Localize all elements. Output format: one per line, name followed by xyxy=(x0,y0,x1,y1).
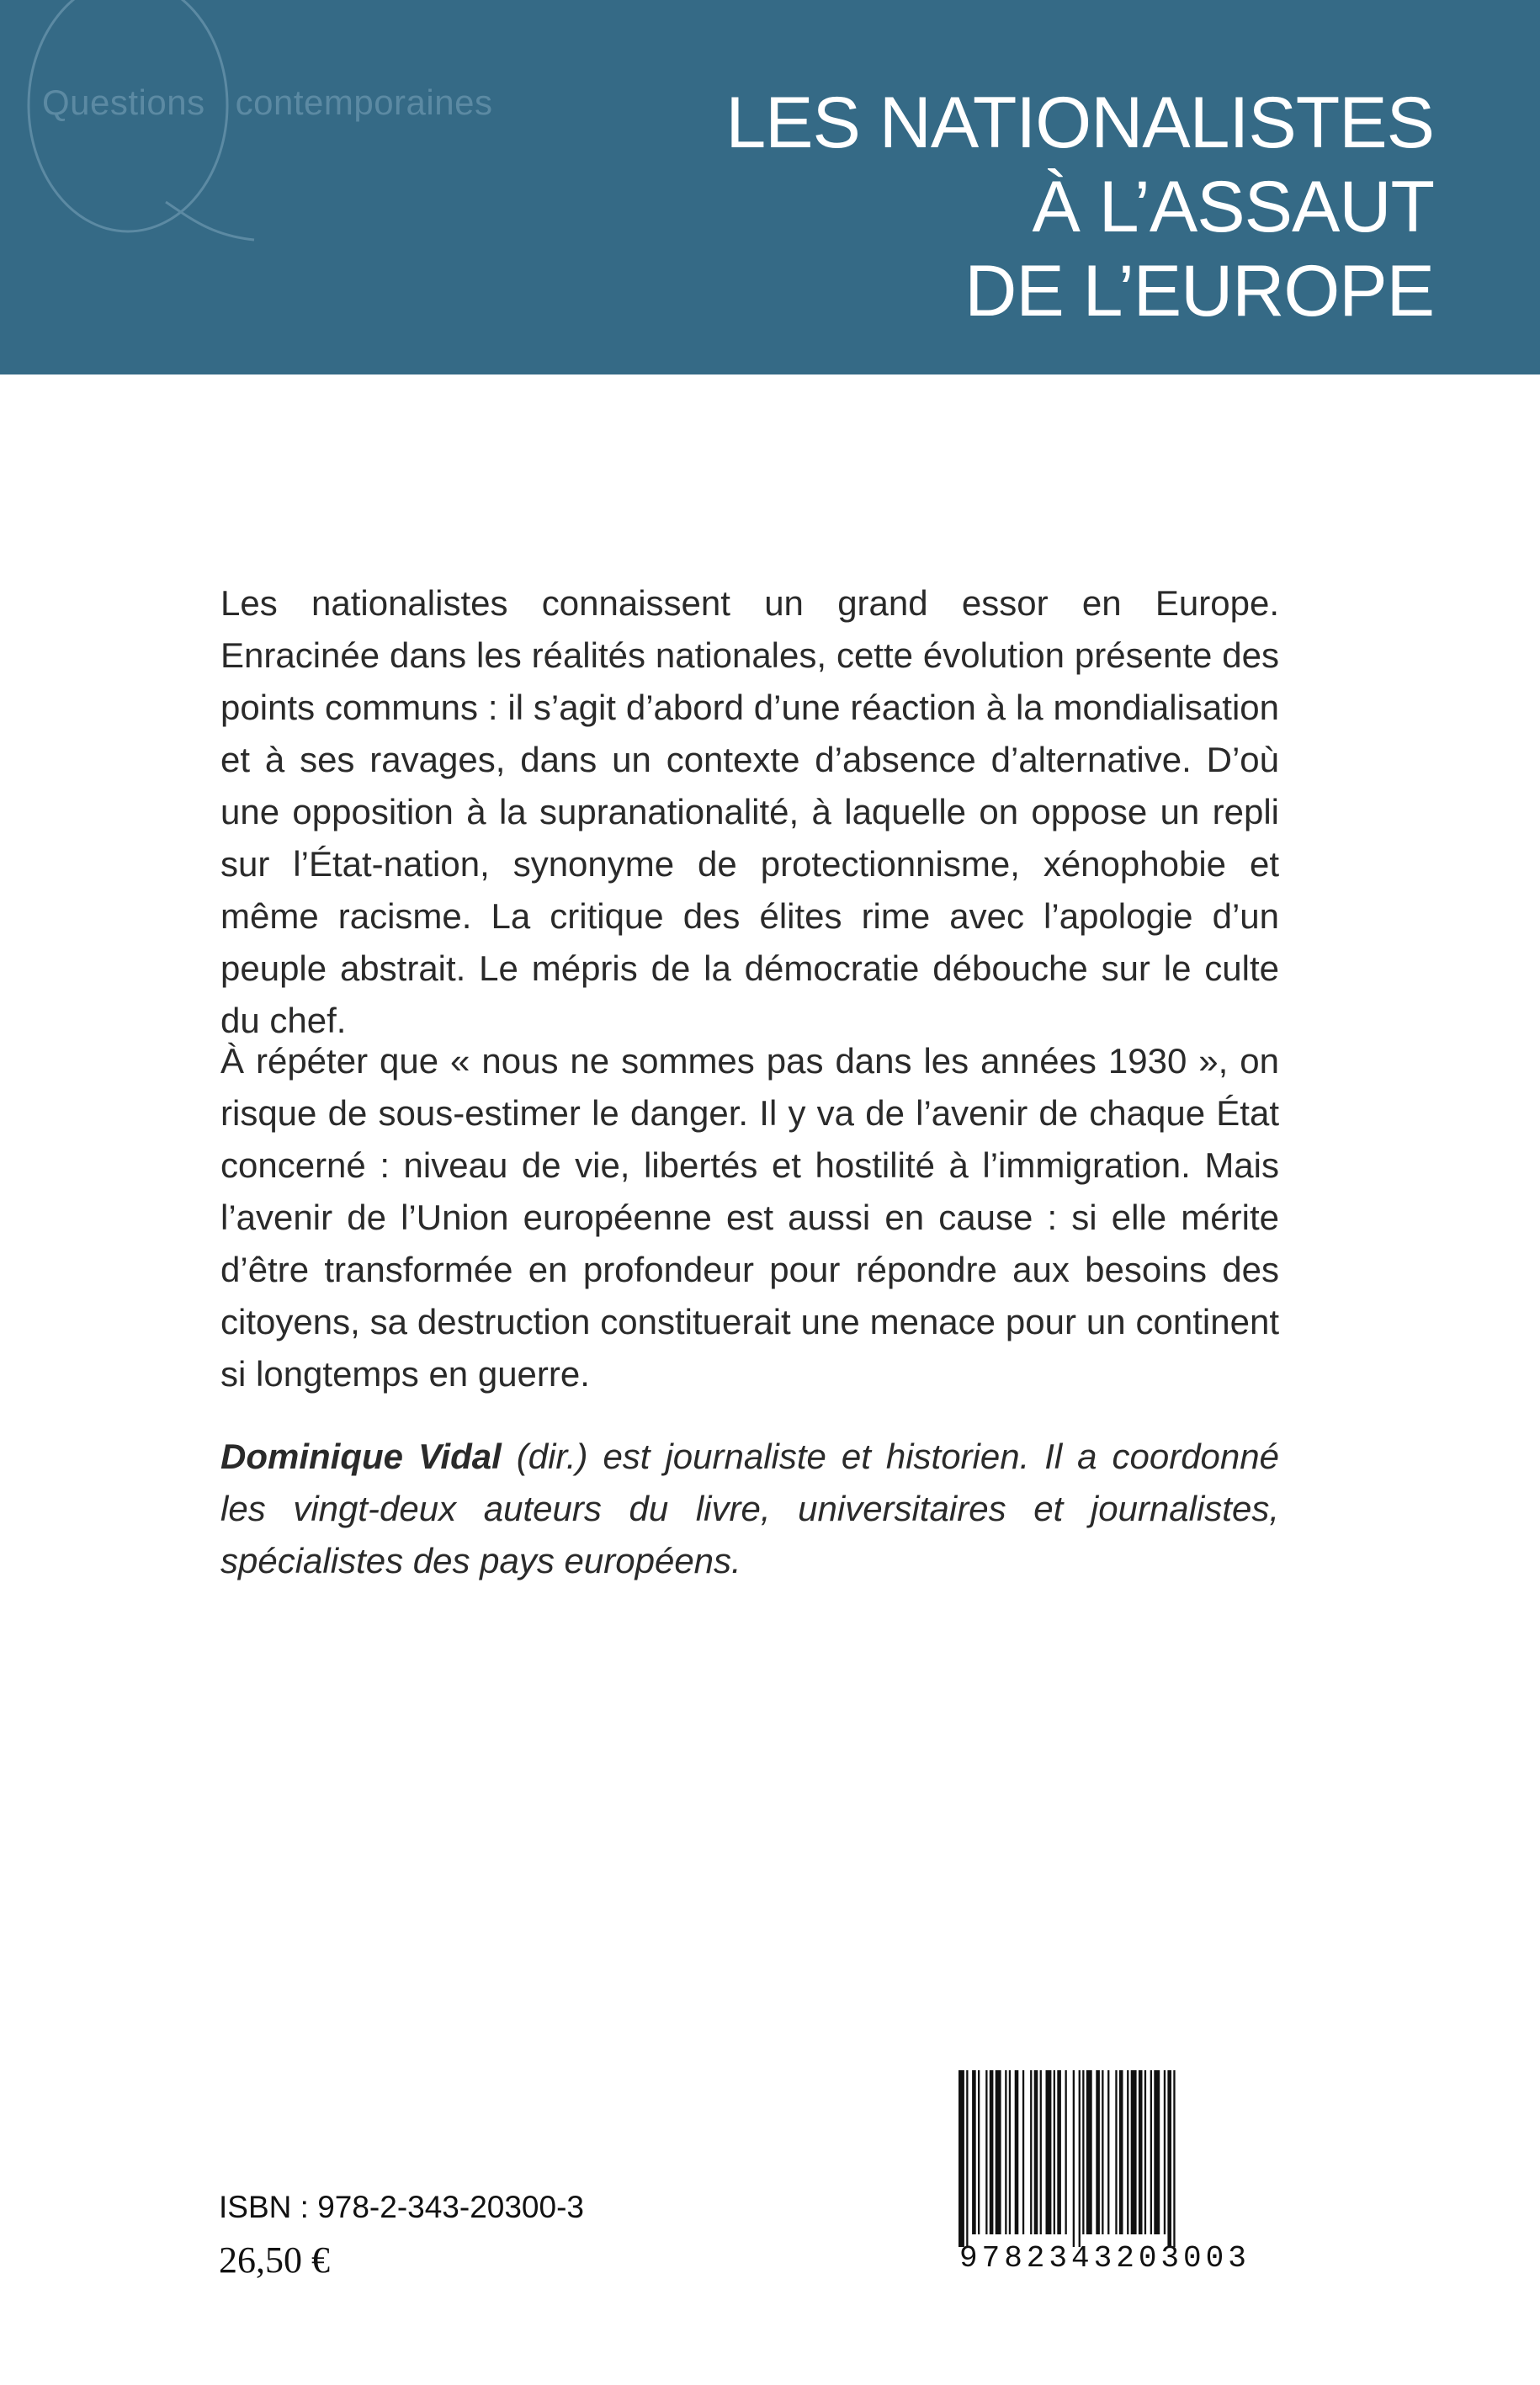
author-name: Dominique Vidal xyxy=(220,1437,502,1476)
title-line-2: À L’ASSAUT xyxy=(1032,167,1434,247)
barcode-bar xyxy=(1119,2070,1123,2234)
barcode-bar xyxy=(972,2070,976,2234)
barcode-bar xyxy=(1167,2070,1171,2247)
q-letter-logo-icon xyxy=(10,0,271,278)
barcode-bar xyxy=(1015,2070,1019,2234)
barcode-bar xyxy=(1139,2070,1143,2234)
barcode-bar xyxy=(1107,2070,1109,2234)
book-title xyxy=(725,81,1434,333)
blurb-paragraph-2: À répéter que « nous ne sommes pas dans les années 1930 », on risque de sous-estimer le danger. Il y va de l’avenir de chaque État concerné : niveau de vie, libertés et hostilité à l’immigration. Mais l’avenir de l’Union européenne est aussi en cause : si elle mérite d’être transformée en profondeur pour répondre aux besoins des citoyens, sa destruction constituerait une menace pour un continent si longtemps en guerre. xyxy=(220,1041,1279,1394)
barcode-bar xyxy=(1131,2070,1137,2234)
barcode-bar xyxy=(1005,2070,1006,2234)
barcode-bar xyxy=(1079,2070,1081,2247)
barcode-digits: 9782343203003 xyxy=(959,2241,1251,2276)
title-line-1: LES NATIONALISTES xyxy=(725,82,1434,163)
barcode-bar xyxy=(1102,2070,1103,2234)
barcode-bar xyxy=(1057,2070,1061,2234)
barcode-bar xyxy=(996,2070,1001,2234)
barcode-bar xyxy=(1082,2070,1084,2234)
collection-word-2: contemporaines xyxy=(235,82,493,122)
author-bio: (dir.) est journaliste et historien. Il a coordonné les vingt-deux auteurs du livre, universitaires et journalistes, spécialistes des pays européens. xyxy=(220,1437,1279,1580)
author-note xyxy=(220,1431,1279,1587)
barcode-bar xyxy=(1173,2070,1175,2247)
barcode-bar xyxy=(1150,2070,1152,2234)
barcode-bar xyxy=(985,2070,987,2234)
barcode-bar xyxy=(978,2070,980,2234)
barcode-bar xyxy=(1034,2070,1038,2234)
barcode-bar xyxy=(1046,2070,1052,2234)
barcode-bar xyxy=(1009,2070,1011,2234)
barcode-bar xyxy=(1054,2070,1055,2234)
isbn-label: ISBN : 978-2-343-20300-3 xyxy=(219,2190,584,2224)
barcode-bar xyxy=(1096,2070,1100,2234)
barcode-bar xyxy=(1127,2070,1128,2234)
collection-name xyxy=(42,82,492,123)
barcode-bar xyxy=(1164,2070,1166,2234)
barcode-bar xyxy=(1065,2070,1067,2234)
price-label: 26,50 € xyxy=(219,2239,330,2281)
blurb-paragraph-1: Les nationalistes connaissent un grand essor en Europe. Enracinée dans les réalités nationales, cette évolution présente des points communs : il s’agit d’abord d’une réaction à la mondialisation et à ses ravages, dans un contexte d’absence d’alternative. D’où une opposition à la supranationalité, à laquelle on oppose un repli sur l’État-nation, synonyme de protectionnisme, xénophobie et même racisme. La critique des élites rime avec l’apologie d’un peuple abstrait. Le mépris de la démocratie débouche sur le culte du chef. xyxy=(220,583,1279,1040)
barcode-bar xyxy=(959,2070,964,2247)
title-line-3: DE L’EUROPE xyxy=(964,251,1434,332)
barcode-bar xyxy=(1144,2070,1146,2234)
barcode-bar xyxy=(1115,2070,1117,2234)
barcode-bar xyxy=(990,2070,994,2234)
barcode-bar xyxy=(1030,2070,1032,2234)
barcode-bar xyxy=(1073,2070,1075,2247)
header-band xyxy=(0,0,1540,374)
barcode-bar xyxy=(1154,2070,1160,2234)
collection-word-1: Questions xyxy=(42,82,205,122)
barcode-bar xyxy=(966,2070,968,2247)
barcode-bar xyxy=(1022,2070,1024,2234)
barcode-bar xyxy=(1086,2070,1092,2234)
barcode-bar xyxy=(1040,2070,1042,2234)
